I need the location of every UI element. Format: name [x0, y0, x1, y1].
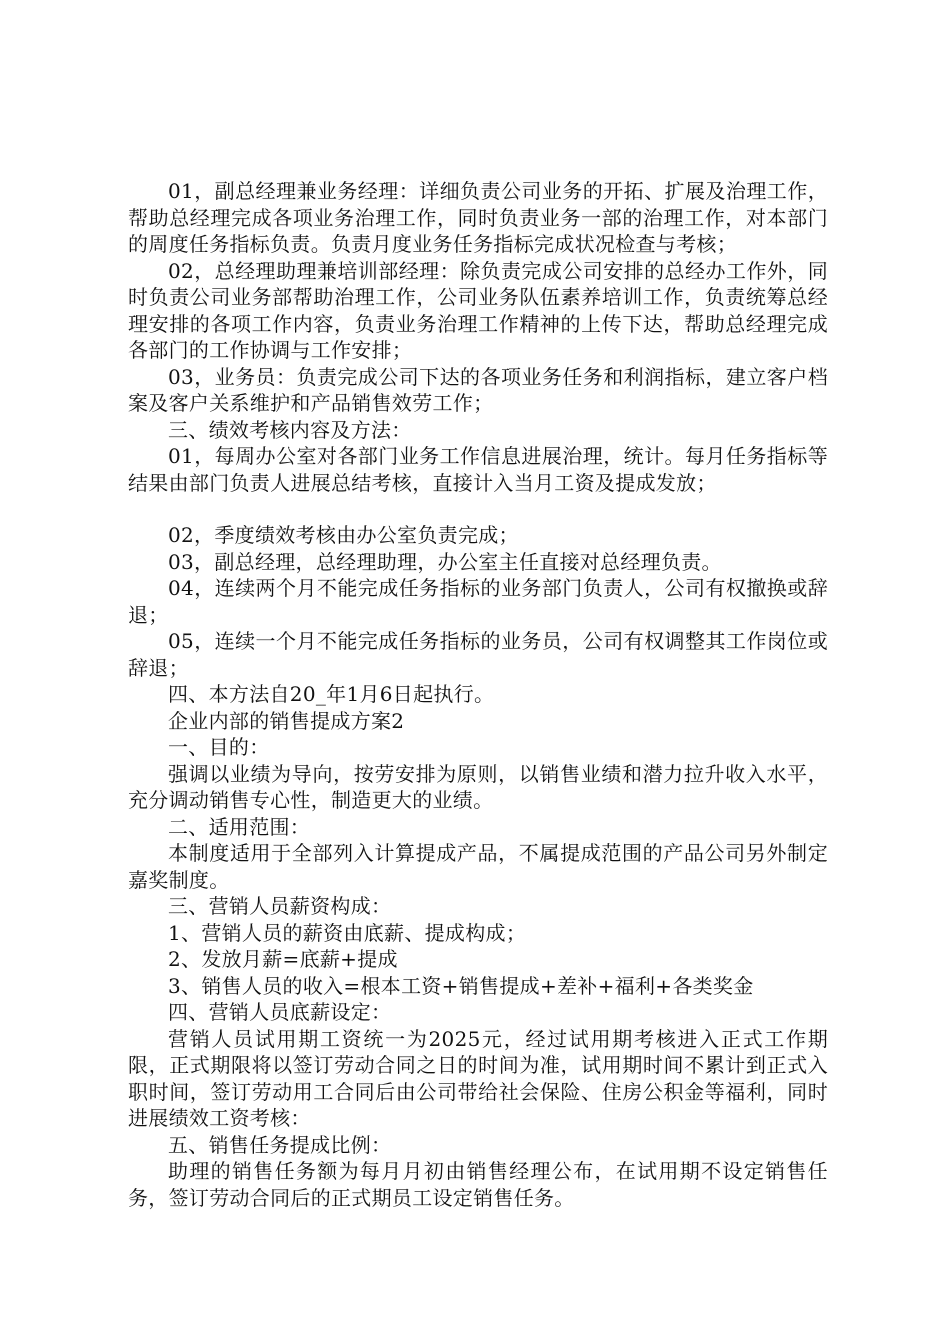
paragraph: 四、本方法自20_年1月6日起执行。 — [168, 682, 495, 706]
section-heading: 一、目的： — [168, 735, 270, 759]
paragraph: 04，连续两个月不能完成任务指标的业务部门负责人，公司有权撤换或辞退； — [128, 576, 828, 627]
paragraph: 01，副总经理兼业务经理：详细负责公司业务的开拓、扩展及治理工作，帮助总经理完成各项业务治理工作，同时负责业务一部的治理工作，对本部门的周度任务指标负责。负责月度业务任务指标完成状况检查与考核； — [128, 179, 828, 256]
section-heading: 五、销售任务提成比例： — [168, 1132, 392, 1157]
paragraph: 强调以业绩为导向，按劳安排为原则，以销售业绩和潜力拉升收入水平，充分调动销售专心性，制造更大的业绩。 — [128, 761, 828, 812]
paragraph: 本制度适用于全部列入计算提成产品，不属提成范围的产品公司另外制定嘉奖制度。 — [128, 841, 828, 892]
paragraph: 03，业务员：负责完成公司下达的各项业务任务和利润指标，建立客户档案及客户关系维护和产品销售效劳工作； — [128, 364, 828, 415]
section-heading: 三、绩效考核内容及方法： — [168, 417, 412, 442]
paragraph: 02，总经理助理兼培训部经理：除负责完成公司安排的总经办工作外，同时负责公司业务部帮助治理工作，公司业务队伍素养培训工作，负责统筹总经理安排的各项工作内容，负责业务治理工作精神的上传下达，帮助总经理完成各部门的工作协调与工作安排； — [128, 258, 828, 362]
document-body — [128, 178, 828, 1211]
blank-line — [128, 496, 828, 522]
paragraph: 02，季度绩效考核由办公室负责完成； — [168, 523, 519, 547]
paragraph: 营销人员试用期工资统一为2025元，经过试用期考核进入正式工作期限，正式期限将以签订劳动合同之日的时间为准，试用期时间不累计到正式入职时间，签订劳动用工合同后由公司带给社会保险、住房公积金等福利，同时进展绩效工资考核： — [128, 1026, 828, 1130]
document-title: 企业内部的销售提成方案2 — [168, 708, 405, 733]
section-heading: 二、适用范围： — [168, 814, 311, 839]
paragraph: 05，连续一个月不能完成任务指标的业务员，公司有权调整其工作岗位或辞退； — [128, 629, 828, 680]
section-heading: 三、营销人员薪资构成： — [168, 894, 392, 918]
paragraph: 3、销售人员的收入=根本工资+销售提成+差补+福利+各类奖金 — [168, 973, 754, 998]
paragraph: 1、营销人员的薪资由底薪、提成构成； — [168, 920, 527, 945]
paragraph: 助理的销售任务额为每月月初由销售经理公布，在试用期不设定销售任务，签订劳动合同后的正式期员工设定销售任务。 — [128, 1159, 828, 1210]
paragraph: 2、发放月薪=底薪+提成 — [168, 947, 398, 971]
paragraph: 01，每周办公室对各部门业务工作信息进展治理，统计。每月任务指标等结果由部门负责人进展总结考核，直接计入当月工资及提成发放； — [128, 444, 828, 495]
section-heading: 四、营销人员底薪设定： — [168, 1000, 392, 1024]
paragraph: 03，副总经理，总经理助理，办公室主任直接对总经理负责。 — [168, 549, 722, 574]
